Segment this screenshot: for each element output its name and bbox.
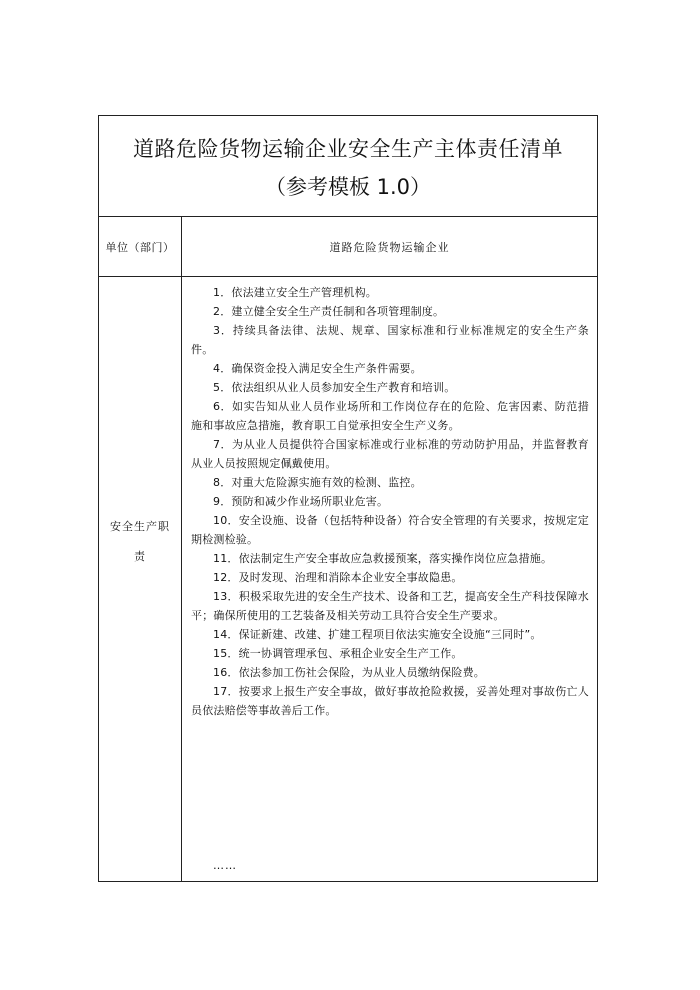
unit-row: [99, 217, 597, 277]
ellipsis: ……: [213, 859, 237, 872]
duty-item: 6．如实告知从业人员作业场所和工作岗位存在的危险、危害因素、防范措施和事故应急措施，教育职工自觉承担安全生产义务。: [191, 400, 589, 432]
duty-label: [109, 512, 171, 572]
duty-item: 12．及时发现、治理和消除本企业安全事故隐患。: [213, 571, 463, 584]
responsibility-table: [98, 115, 598, 882]
duty-item: 17．按要求上报生产安全事故，做好事故抢险救援，妥善处理对事故伤亡人员依法赔偿等事故善后工作。: [191, 685, 589, 717]
unit-label: 单位（部门）: [105, 241, 175, 254]
duty-row: [99, 277, 597, 882]
unit-value: 道路危险货物运输企业: [329, 241, 450, 254]
duty-item: 4．确保资金投入满足安全生产条件需要。: [213, 362, 422, 375]
duty-list: [191, 283, 589, 720]
duty-item: 10．安全设施、设备（包括特种设备）符合安全管理的有关要求，按规定定期检测检验。: [191, 514, 589, 546]
duty-item: 13．积极采取先进的安全生产技术、设备和工艺，提高安全生产科技保障水平；确保所使用的工艺装备及相关劳动工具符合安全生产要求。: [191, 590, 589, 622]
duty-item: 9．预防和减少作业场所职业危害。: [213, 495, 389, 508]
duty-label-line1: 安全生产职: [110, 520, 170, 533]
duty-item: 16．依法参加工伤社会保险，为从业人员缴纳保险费。: [213, 666, 485, 679]
duty-item: 15．统一协调管理承包、承租企业安全生产工作。: [213, 647, 463, 660]
duty-item: 1．依法建立安全生产管理机构。: [213, 286, 377, 299]
duty-item: 7．为从业人员提供符合国家标准或行业标准的劳动防护用品，并监督教育从业人员按照规定佩戴使用。: [191, 438, 589, 470]
duty-item: 14．保证新建、改建、扩建工程项目依法实施安全设施“三同时”。: [213, 628, 542, 641]
duty-item: 8．对重大危险源实施有效的检测、监控。: [213, 476, 422, 489]
title-block: [99, 116, 597, 217]
duty-label-line2: 责: [134, 550, 146, 563]
duty-item: 11．依法制定生产安全事故应急救援预案，落实操作岗位应急措施。: [213, 552, 553, 565]
page-title: 道路危险货物运输企业安全生产主体责任清单: [133, 137, 563, 161]
duty-item: 3．持续具备法律、法规、规章、国家标准和行业标准规定的安全生产条件。: [191, 324, 589, 356]
duty-item: 5．依法组织从业人员参加安全生产教育和培训。: [213, 381, 456, 394]
duty-item: 2．建立健全安全生产责任制和各项管理制度。: [213, 305, 445, 318]
page-subtitle: （参考模板 1.0）: [264, 175, 432, 199]
